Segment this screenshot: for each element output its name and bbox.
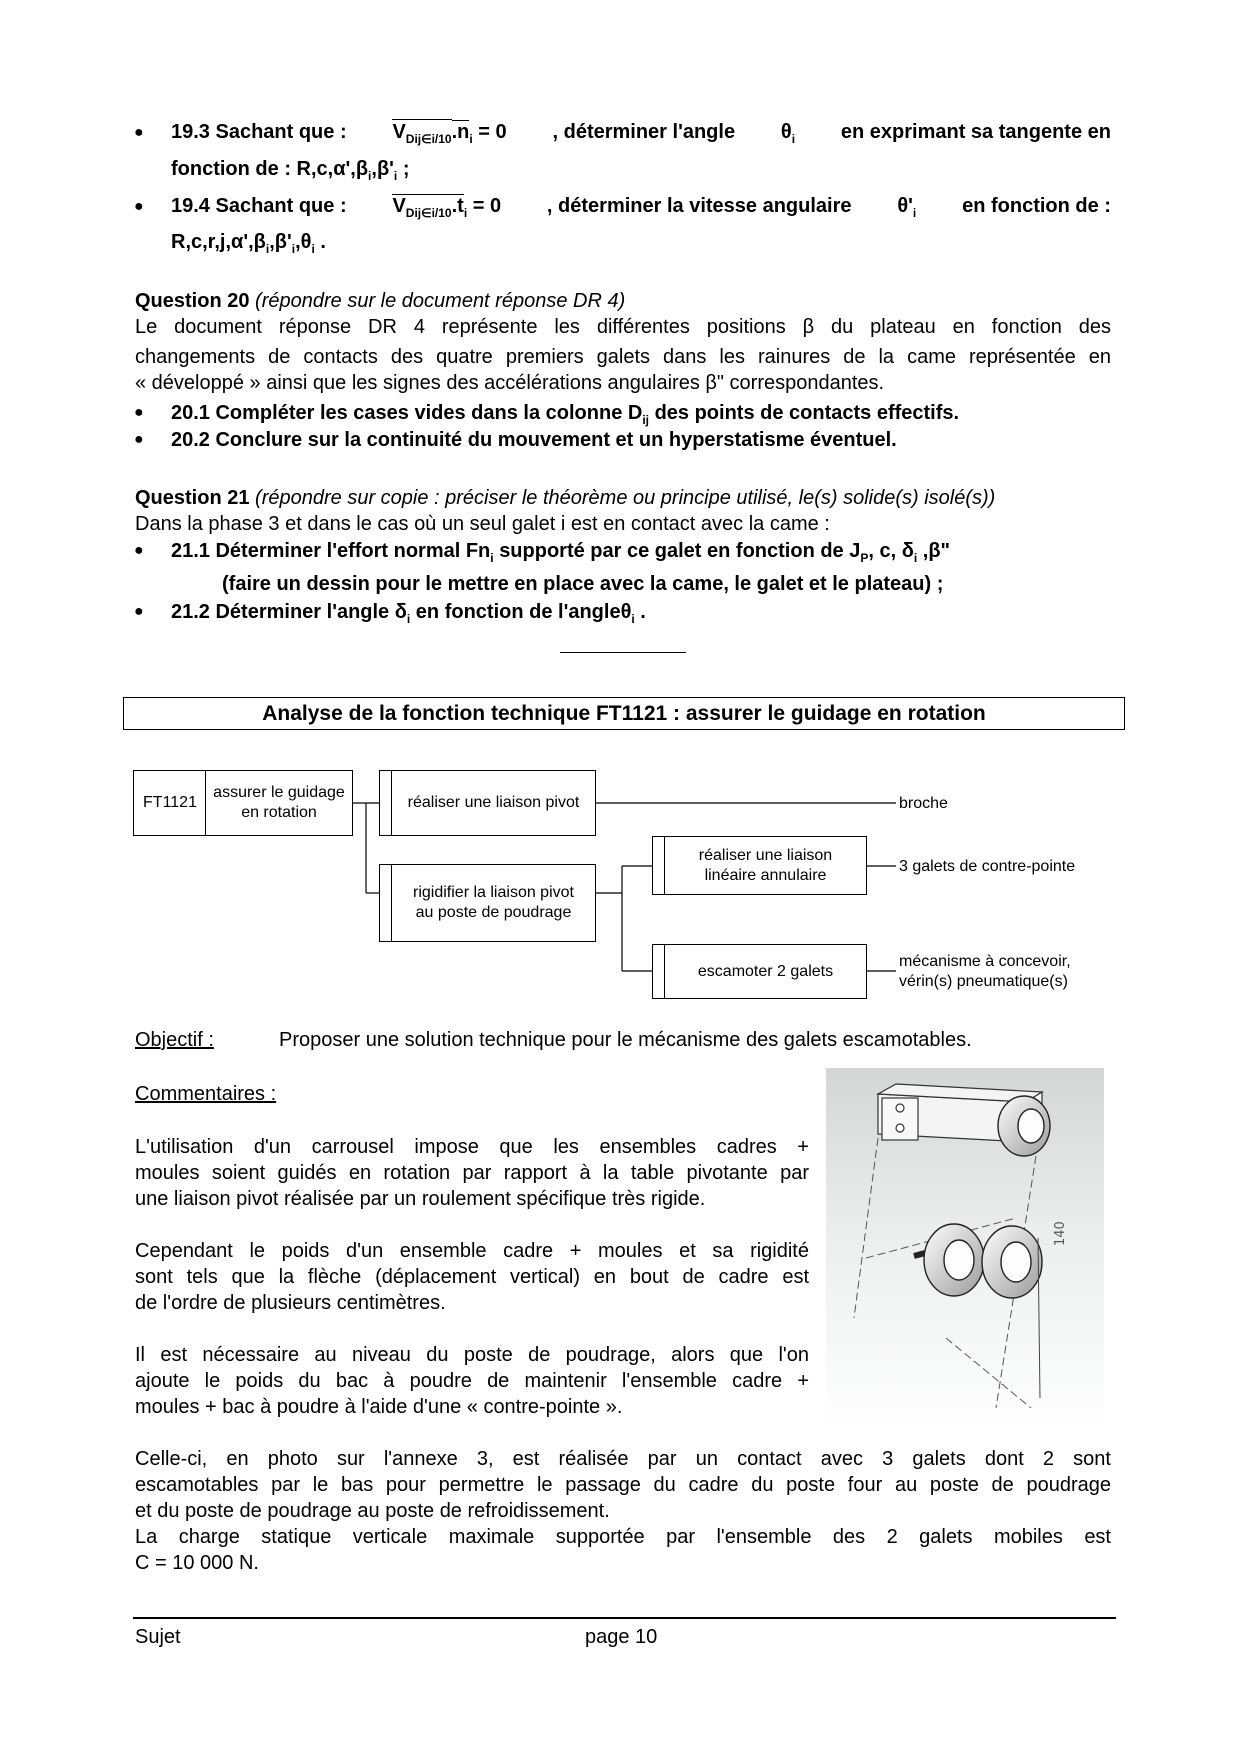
theta-prime-symbol: $\theta'_i$ [897,195,917,220]
comment-2-line2: sont tels que la flèche (déplacement vertical) en bout de cadre est [135,1266,809,1288]
fast-f21-solution: 3 galets de contre-pointe [899,858,1076,875]
comment-1-line1: L'utilisation d'un carrousel impose que les ensembles cadres + [135,1136,809,1158]
comment-4-line3: et du poste de poudrage au poste de refroidissement. [135,1500,610,1522]
item-19-3-line2: fonction de : $R,c,\alpha',\beta_i,\beta'_i$ ; [171,158,410,183]
comment-4-line1: Celle-ci, en photo sur l'annexe 3, est réalisée par un contact avec 3 galets dont 2 sont [135,1448,1111,1470]
question-20-heading: Question 20 (répondre sur le document réponse DR 4) [135,290,626,312]
comment-5-line1: La charge statique verticale maximale supportée par l'ensemble des 2 galets mobiles est [135,1526,1111,1548]
bullet: ● [134,431,144,448]
comment-5-line2: C = 10 000 N. [135,1552,259,1574]
objectif-text: Proposer une solution technique pour le mécanisme des galets escamotables. [279,1029,972,1051]
q20-para-line2: changements de contacts des quatre premiers galets dans les rainures de la came représentée en [135,346,1111,368]
formula-sub: i [463,206,468,220]
comment-3-line2: ajoute le poids du bac à poudre de maintenir l'ensemble cadre + [135,1370,809,1392]
q21-intro: Dans la phase 3 et dans le cas où un seul galet i est en contact avec la came : [135,513,830,535]
page-number: page 10 [585,1626,658,1648]
fast-f22-box [664,944,867,999]
bullet: ● [134,124,144,141]
q20-item-1: 20.1 Compléter les cases vides dans la colonne $D_{ij}$ des points de contacts effectifs. [171,402,960,427]
footer-rule [133,1617,1116,1619]
galet-figure [826,1068,1104,1432]
formula-eq: = 0 [478,121,507,143]
bullet: ● [134,198,144,215]
q20-para-line1: Le document réponse DR 4 représente les différentes positions β du plateau en fonction des [135,316,1111,338]
footer-left: Sujet [135,1626,181,1648]
question-21-heading: Question 21 (répondre sur copie : préciser le théorème ou principe utilisé, le(s) solide(s) isolé(s)) [135,487,996,509]
commentaires-label: Commentaires : [135,1083,277,1105]
fast-f22-label: escamoter 2 galets [697,962,834,980]
fast-ft1121-id-box [133,770,207,836]
fast-f1-box [391,770,596,836]
fast-f22-solution: mécanisme à concevoir, vérin(s) pneumatique(s) [899,953,1071,990]
comment-2-line1: Cependant le poids d'un ensemble cadre + moules et sa rigidité [135,1240,809,1262]
comment-1-line2: moules soient guidés en rotation par rapport à la table pivotante par [135,1162,809,1184]
objectif-label: Objectif : [135,1029,214,1051]
bullet: ● [134,603,144,620]
item-19-4-text2: en fonction de : [962,195,1111,217]
q20-item-2: 20.2 Conclure sur la continuité du mouvement et un hyperstatisme éventuel. [171,429,897,451]
formula-vector-v: $V_{Dij\in i/10}$ [392,121,452,146]
item-19-4-label: 19.4 Sachant que : [171,195,347,217]
fast-f21-label: réaliser une liaison linéaire annulaire [698,846,833,884]
fast-f1-label: réaliser une liaison pivot [407,794,580,811]
theta-symbol: $\theta_i$ [780,121,796,146]
formula-sub: i [469,132,473,146]
fast-ft1121-desc: assurer le guidage en rotation [213,784,345,821]
formula-vector-v: $V_{Dij\in i/10}$ [392,195,452,220]
figure-dimension: 140 [1053,1221,1068,1246]
fast-f2-label: rigidifier la liaison pivot au poste de poudrage [413,884,574,921]
bullet: ● [134,542,144,559]
fast-ft1121-desc-box [205,770,353,836]
bullet: ● [134,404,144,421]
fast-f1-solution: broche [899,795,948,812]
formula-vector-n: .n [451,121,470,143]
item-19-4-text: , déterminer la vitesse angulaire [546,195,852,217]
formula-vector-t: .t [451,195,464,217]
q20-para-line3: « développé » ainsi que les signes des accélérations angulaires β" correspondantes. [135,372,885,394]
comment-1-line3: une liaison pivot réalisée par un roulement spécifique très rigide. [135,1188,706,1210]
comment-3-line3: moules + bac à poudre à l'aide d'une « contre-pointe ». [135,1396,623,1418]
q21-item-2: 21.2 Déterminer l'angle $\delta_i$ en fonction de l'angleθ$_i$ . [171,601,646,626]
fast-f21-box [664,836,867,895]
item-19-3-text: , déterminer l'angle [552,121,736,143]
item-19-3-label: 19.3 Sachant que : [171,121,347,143]
section-title: Analyse de la fonction technique FT1121 : assurer le guidage en rotation [262,701,986,725]
item-19-3-text2: en exprimant sa tangente en [840,121,1111,143]
q21-item-1-line2: (faire un dessin pour le mettre en place avec la came, le galet et le plateau) ; [222,573,944,595]
item-19-4-line2: $R,c,r,j,\alpha',\beta_i,\beta'_i,\theta_i$ . [171,231,326,256]
fast-ft1121-id: FT1121 [143,794,197,811]
comment-3-line1: Il est nécessaire au niveau du poste de poudrage, alors que l'on [135,1344,809,1366]
comment-4-line2: escamotables par le bas pour permettre le passage du cadre du poste four au poste de poudrage [135,1474,1111,1496]
comment-2-line3: de l'ordre de plusieurs centimètres. [135,1292,446,1314]
formula-eq: = 0 [472,195,502,217]
q21-item-1: 21.1 Déterminer l'effort normal $Fn_i$ supporté par ce galet en fonction de $J_P$, c, $\delta_i$ ,β" [171,540,951,565]
fast-f2-box [391,864,596,942]
